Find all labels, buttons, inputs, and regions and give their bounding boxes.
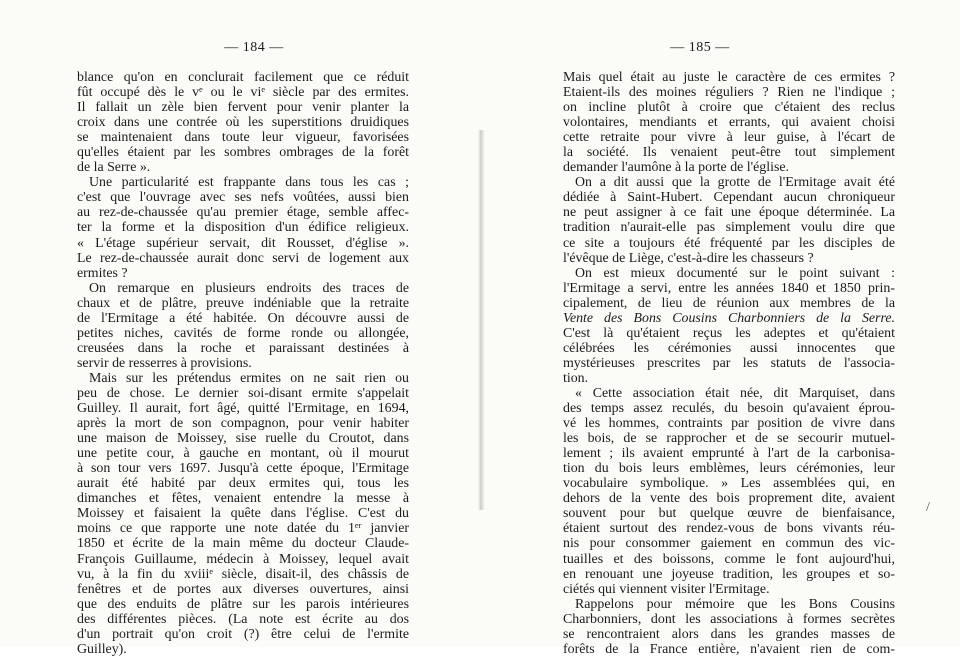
text-line: vocabulaire symbolique. » Les assemblées qui, en xyxy=(563,476,895,492)
text-line: Rappelons pour mémoire que les Bons Cousins xyxy=(575,596,895,612)
right-page-text xyxy=(563,70,895,657)
text-line: une maison de Moissey, sise ruelle du Croutot, dans xyxy=(77,431,409,447)
text-line: peu de chose. Le dernier soi-disant ermite s'appelait xyxy=(77,385,409,401)
text-line: ce site a toujours été fréquenté par les disciples de xyxy=(563,235,895,251)
text-line: Guilley. Il aurait, fort âgé, quitté l'Ermitage, en 1694, xyxy=(77,401,409,417)
text-line: moins ce que rapporte une note datée du 1ᵉʳ janvier xyxy=(77,521,409,537)
text-line: On remarque en plusieurs endroits des traces de xyxy=(89,280,409,296)
text-line: lement ; ils avaient emprunté à l'art de la carbonisa- xyxy=(563,446,895,462)
text-line: au rez-de-chaussée qu'au premier étage, semble affec- xyxy=(77,205,409,221)
text-line: tradition n'aurait-elle pas simplement voulu dire que xyxy=(563,220,895,236)
text-line: après la mort de son compagnon, pour venir habiter xyxy=(77,416,409,432)
text-line: de la Serre ». xyxy=(77,160,151,176)
text-line: Vente des Bons Cousins Charbonniers de la Serre. xyxy=(563,310,895,326)
text-line: la société. Ils venaient peut-être tout simplement xyxy=(563,145,895,161)
text-line: creusées dans la roche et paraissant destinées à xyxy=(77,340,409,356)
text-line: des temps assez reculés, du besoin qu'avaient éprou- xyxy=(563,401,895,417)
text-line: d'un portrait qu'on croit (?) être celui de l'ermite xyxy=(77,626,409,642)
page-number-left: — 184 — xyxy=(224,40,284,55)
text-line: Moissey et faisaient la quête dans l'église. C'est du xyxy=(77,506,409,522)
text-line: en renouant une joyeuse tradition, les groupes et so- xyxy=(563,566,895,582)
text-line: vé les hommes, contraints par position de vivre dans xyxy=(563,416,895,432)
text-line: Mais sur les prétendus ermites on ne sait rien ou xyxy=(89,370,409,386)
text-line: célébrées les cérémonies aussi innocentes que xyxy=(563,340,895,356)
text-line: C'est là qu'étaient reçus les adeptes et qu'étaient xyxy=(563,325,895,341)
text-line: tuailles et des boissons, comme le font aujourd'hui, xyxy=(563,551,895,567)
text-line: croix dans une contrée où les superstitions druidiques xyxy=(77,115,409,131)
text-line: « L'étage supérieur servait, dit Rousset, d'église ». xyxy=(77,235,409,251)
text-line: aurait été habité par deux ermites qui, tous les xyxy=(77,476,409,492)
text-line: mystérieuses prescrites par les statuts de l'associa- xyxy=(563,355,895,371)
text-line: chaux et de plâtre, preuve indéniable que la retraite xyxy=(77,295,409,311)
text-line: c'est que l'ouvrage avec ses nefs voûtées, aussi bien xyxy=(77,190,409,206)
text-line: souvent pour but quelque œuvre de bienfaisance, xyxy=(563,506,895,522)
text-line: on incline plutôt à croire que c'étaient des reclus xyxy=(563,100,895,116)
text-line: Le rez-de-chaussée aurait donc servi de logement aux xyxy=(77,250,409,266)
text-line: Mais quel était au juste le caractère de ces ermites ? xyxy=(563,70,895,85)
text-line: tion. xyxy=(563,370,589,386)
text-line: Il fallait un zèle bien fervent pour venir planter la xyxy=(77,100,409,116)
text-line: Charbonniers, dont les associations à formes secrètes xyxy=(563,611,895,627)
text-line: se maintenaient dans toute leur vigueur, favorisées xyxy=(77,130,409,146)
text-line: petites niches, cavités de forme ronde ou allongée, xyxy=(77,325,409,341)
text-line: vu, à la fin du xviiiᵉ siècle, disait-il, des châssis de xyxy=(77,566,409,582)
text-line: 1850 et écrite de la main même du docteur Claude- xyxy=(77,536,409,552)
text-line: tion du bois leurs emblèmes, leurs cérémonies, leur xyxy=(563,461,895,477)
text-line: dimanches et fêtes, venaient entendre la messe à xyxy=(77,491,409,507)
text-line: se rencontraient alors dans les grandes masses de xyxy=(563,626,895,642)
text-line: cipalement, de lieu de réunion aux membres de la xyxy=(563,295,895,311)
text-line: dehors de la vente des bois proprement dite, avaient xyxy=(563,491,895,507)
text-line: nis pour consommer gaiement en commun des vic- xyxy=(563,536,895,552)
text-line: des différentes pièces. (La note est écrite au dos xyxy=(77,611,409,627)
text-line: ermites ? xyxy=(77,265,128,281)
text-line: qu'elles étaient par les sombres ombrages de la forêt xyxy=(77,145,409,161)
text-line: Guilley). xyxy=(77,641,127,657)
text-line: forêts de la France entière, n'avaient rien de com- xyxy=(563,641,895,657)
text-line: Une particularité est frappante dans tous les cas ; xyxy=(89,175,409,191)
text-line: dédiée à Saint-Hubert. Cependant aucun chroniqueur xyxy=(563,190,895,206)
text-line: Etaient-ils des moines réguliers ? Rien ne l'indique ; xyxy=(563,85,895,101)
text-line: « Cette association était née, dit Marquiset, dans xyxy=(575,385,895,401)
text-line: de l'Ermitage a été habitée. On découvre aussi de xyxy=(77,310,409,326)
text-line: fenêtres et de portes aux diverses ouvertures, ainsi xyxy=(77,581,409,597)
text-line: à son tour vers 1697. Jusqu'à cette époque, l'Ermitage xyxy=(77,461,409,477)
text-line: ciétés qui viennent visiter l'Ermitage. xyxy=(563,581,770,597)
text-line: fût occupé dès le vᵉ ou le viᵉ siècle par des ermites. xyxy=(77,85,409,101)
text-line: cette retraite pour vivre à leur guise, à l'écart de xyxy=(563,130,895,146)
text-line: ne peut assigner à ce fait une époque déterminée. La xyxy=(563,205,895,221)
text-line: étaient surtout des rendez-vous de bons vivants réu- xyxy=(563,521,895,537)
text-line: les bois, de se rapprocher et de se secourir mutuel- xyxy=(563,431,895,447)
text-line: François Guillaume, médecin à Moissey, lequel avait xyxy=(77,551,409,567)
left-page-text xyxy=(77,70,409,657)
text-line: volontaires, mendiants et errants, qui avaient choisi xyxy=(563,115,895,131)
text-line: une petite cour, à gauche en montant, où il mourut xyxy=(77,446,409,462)
margin-pencil-mark: / xyxy=(926,500,930,515)
text-line: servir de resserres à provisions. xyxy=(77,355,252,371)
text-line: On a dit aussi que la grotte de l'Ermitage avait été xyxy=(575,175,895,191)
text-line: demander l'aumône à la porte de l'église. xyxy=(563,160,790,176)
text-line: On est mieux documenté sur le point suivant : xyxy=(575,265,895,281)
right-page xyxy=(480,0,960,657)
page-number-right: — 185 — xyxy=(670,40,730,55)
text-line: ter la forme et la disposition d'un édifice religieux. xyxy=(77,220,409,236)
text-line: que des enduits de plâtre sur les parois intérieures xyxy=(77,596,409,612)
text-line: l'Ermitage a servi, entre les années 1840 et 1850 prin- xyxy=(563,280,895,296)
text-line: blance qu'on en conclurait facilement que ce réduit xyxy=(77,70,409,85)
text-line: l'évêque de Liège, c'est-à-dire les chasseurs ? xyxy=(563,250,814,266)
